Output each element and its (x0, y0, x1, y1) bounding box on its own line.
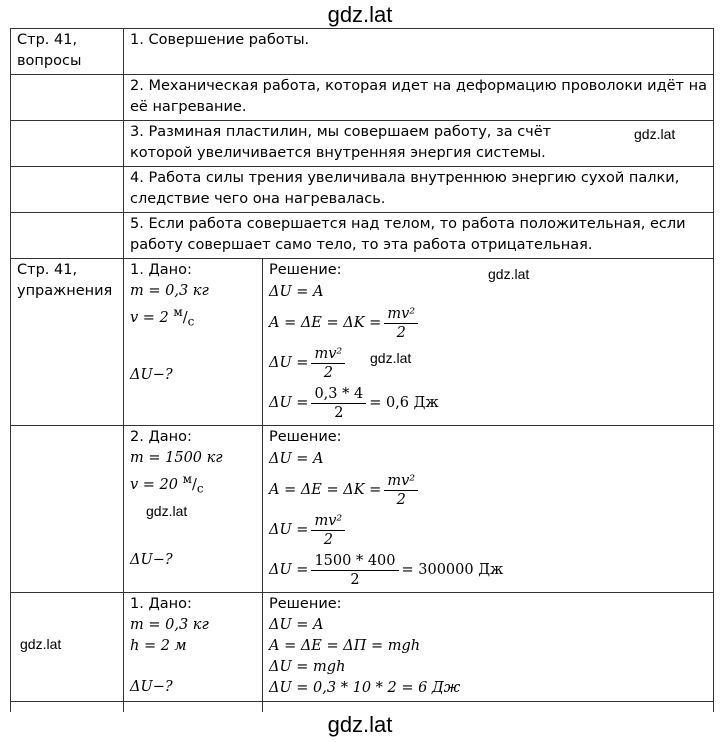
table-row (11, 426, 714, 593)
table-row (11, 75, 714, 121)
find-value: ΔU−? (130, 366, 173, 383)
watermark: gdz.lat (634, 126, 676, 142)
table-row (11, 259, 714, 426)
table-row (11, 29, 714, 75)
formula-line: ΔU = $\frac{\text{mv²}}{2}$ (269, 510, 707, 550)
formula-line: ΔU = A (269, 284, 324, 300)
answer-text: 4. Работа силы трения увеличивала внутреннюю энергию сухой палки, следствие чего она нагревалась. (124, 167, 714, 213)
given-cell (124, 259, 263, 426)
formula-line: A = ΔE = ΔK = $\frac{\text{mv²}}{2}$ (269, 470, 707, 510)
given-cell (124, 426, 263, 593)
answer-text: 3. Разминая пластилин, мы совершаем работу, за счёт которой увеличивается внутренняя энергия системы. (124, 121, 714, 167)
table-row (11, 167, 714, 213)
section-label: Стр. 41, упражнения (11, 259, 124, 426)
answer-text: 1. Совершение работы. (124, 29, 714, 75)
given-title: 1. Дано: (130, 596, 192, 612)
solution-cell (263, 259, 714, 426)
formula-line: ΔU = $\frac{1500 * 400}{2}$ = 300000 Дж (269, 552, 504, 588)
given-velocity: v = 20 $^м/_с$ (130, 472, 204, 496)
solution-title: Решение: (269, 262, 342, 278)
given-velocity: v = 2 $^м/_с$ (130, 305, 195, 329)
watermark: gdz.lat (146, 503, 188, 519)
watermark: gdz.lat (370, 350, 412, 366)
answers-table (10, 28, 714, 714)
find-value: ΔU−? (130, 551, 173, 568)
table-row (11, 121, 714, 167)
formula-line: ΔU = A (269, 617, 324, 633)
answer-text: 5. Если работа совершается над телом, то работа положительная, если работу совершает само тело, то эта работа отрицательная. (124, 213, 714, 259)
table-row (11, 593, 714, 702)
formula-line: ΔU = 0,3 * 10 * 2 = 6 Дж (269, 680, 461, 696)
section-label: Стр. 41, вопросы (11, 29, 124, 75)
watermark-top: gdz.lat (327, 2, 393, 27)
formula-line: A = ΔE = ΔП = mgh (269, 638, 421, 654)
solution-title: Решение: (269, 596, 342, 612)
given-title: 1. Дано: (130, 262, 192, 278)
solution-cell (263, 593, 714, 702)
answer-text: 2. Механическая работа, которая идет на деформацию проволоки идёт на её нагревание. (124, 75, 714, 121)
solution-cell (263, 426, 714, 593)
formula-line: ΔU = $\frac{0,3 * 4}{2}$ = 0,6 Дж (269, 385, 439, 421)
formula-line: ΔU = mgh (269, 659, 346, 675)
given-height: h = 2 м (130, 638, 187, 654)
watermark-bottom: gdz.lat (0, 712, 720, 742)
find-value: ΔU−? (130, 679, 173, 695)
given-mass: m = 1500 кг (130, 450, 223, 466)
solution-title: Решение: (269, 429, 342, 445)
formula-line: A = ΔE = ΔK = $\frac{\text{mv²}}{2}$ (269, 303, 707, 343)
watermark: gdz.lat (20, 636, 62, 652)
given-title: 2. Дано: (130, 429, 192, 445)
given-cell (124, 593, 263, 702)
table-row (11, 213, 714, 259)
given-mass: m = 0,3 кг (130, 283, 209, 299)
formula-line: ΔU = $\frac{\text{mv²}}{2}$ (269, 343, 707, 383)
watermark: gdz.lat (488, 266, 530, 282)
formula-line: ΔU = A (269, 451, 324, 467)
given-mass: m = 0,3 кг (130, 617, 209, 633)
